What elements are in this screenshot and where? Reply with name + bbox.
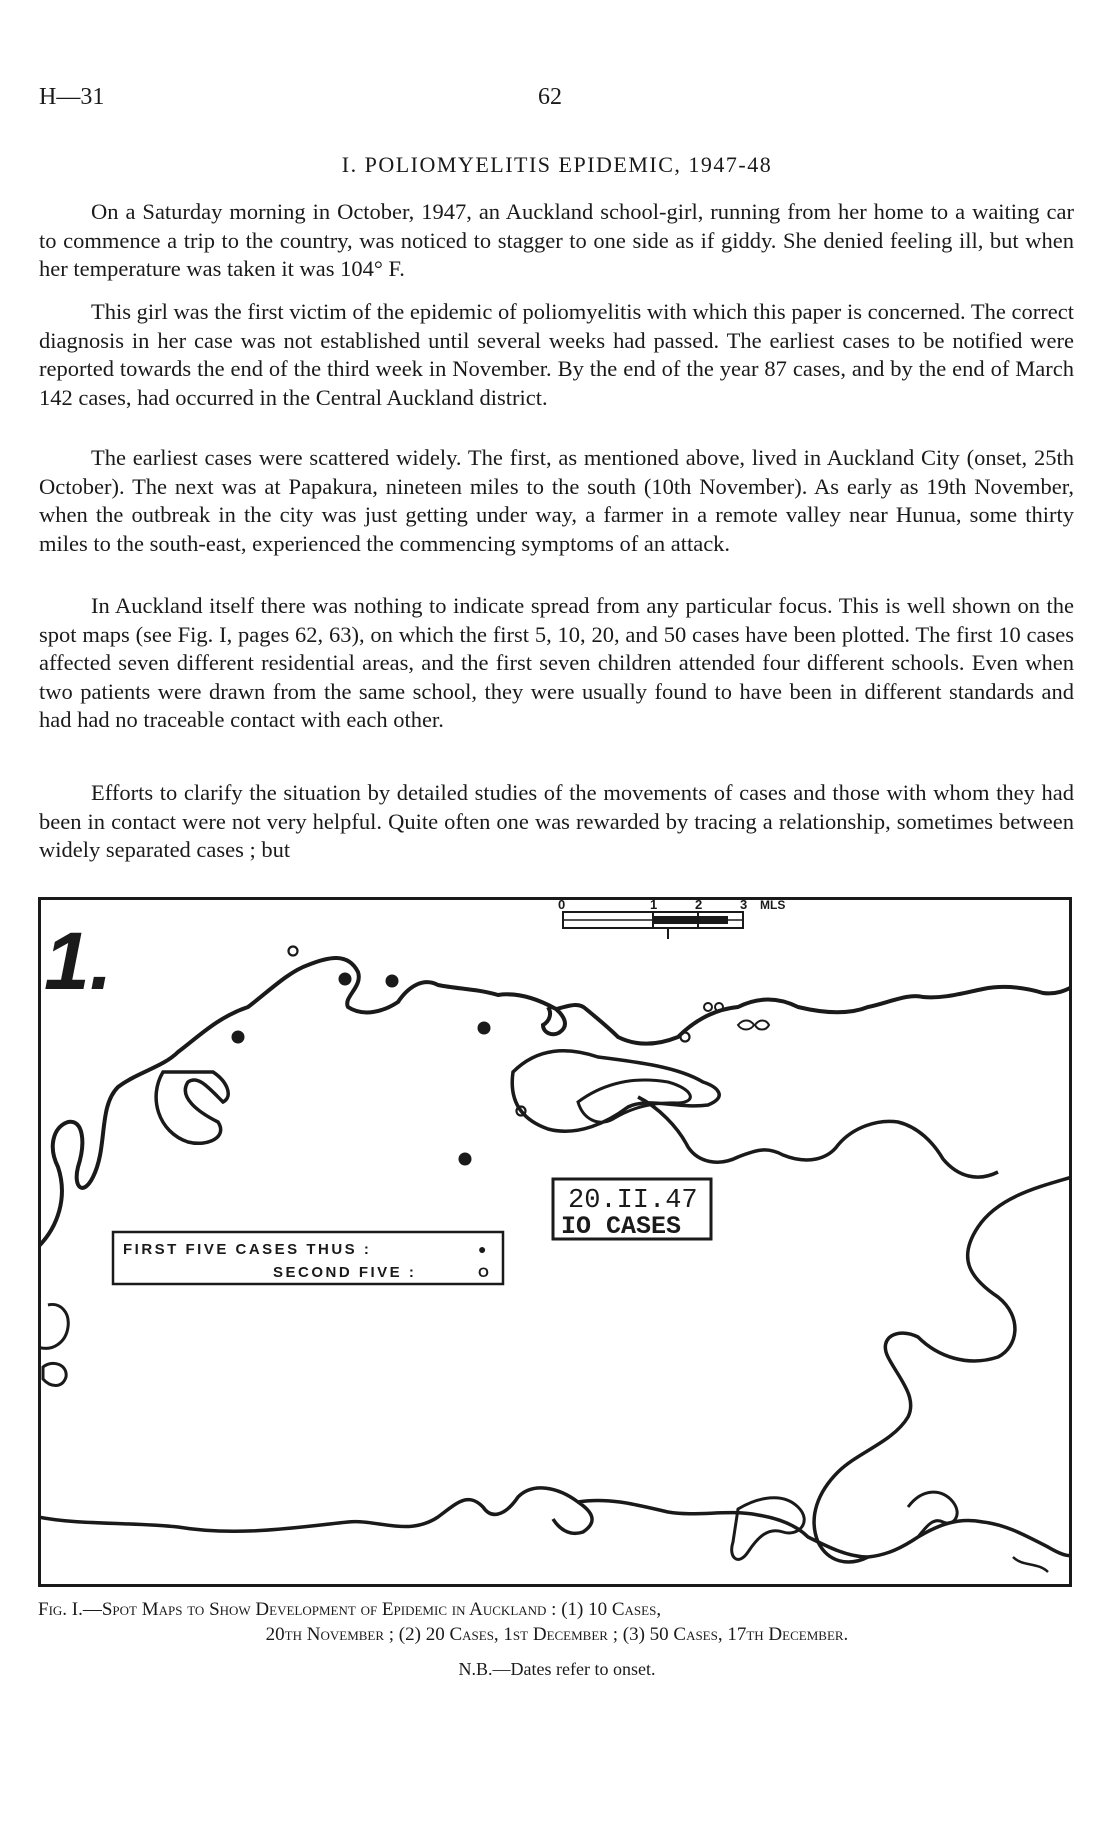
map-legend <box>113 1232 503 1284</box>
scale-label-1: 1 <box>650 897 658 912</box>
date-box <box>553 1179 711 1241</box>
case-marker-first <box>339 973 352 986</box>
paragraph-5: Efforts to clarify the situation by detailed studies of the movements of cases and those with whom they had been in contact were not very helpful. Quite often one was rewarded by tracing a relationship, sometimes between widely separated cases ; but <box>39 780 1074 863</box>
figure-caption-line-2: 20th November ; (2) 20 Cases, 1st December ; (3) 50 Cases, 17th December. <box>265 1624 849 1645</box>
map-number: 1. <box>44 916 113 1007</box>
legend-line-1: FIRST FIVE CASES THUS : <box>123 1241 372 1258</box>
eastern-channel <box>578 1080 690 1122</box>
scale-label-3: 3 <box>740 897 748 912</box>
case-marker-first <box>478 1022 491 1035</box>
west-small-island <box>43 1363 66 1385</box>
case-marker-second <box>289 947 298 956</box>
southeast-creek <box>1013 1557 1048 1572</box>
legend-line-2: SECOND FIVE : <box>273 1264 417 1281</box>
scale-unit: MLS <box>760 898 786 912</box>
paragraph-2: This girl was the first victim of the epidemic of poliomyelitis with which this paper is concerned. The correct diagnosis in her case was not established until several weeks had passed. The earliest cases to be notified were reported towards the end of the third week in November. By the end of the year 87 cases, and by the end of March 142 cases, had occurred in the Central Auckland district. <box>39 299 1074 410</box>
section-title: I. POLIOMYELITIS EPIDEMIC, 1947-48 <box>341 152 773 177</box>
page-number: 62 <box>538 84 562 110</box>
spot-map <box>38 897 1072 1587</box>
case-marker-second <box>704 1003 712 1011</box>
legend-filled-symbol: ● <box>478 1241 487 1257</box>
scale-bar <box>558 897 785 939</box>
small-island-ne-2 <box>755 1021 769 1030</box>
scale-label-0: 0 <box>558 897 566 912</box>
figure-note: N.B.—Dates refer to onset. <box>458 1659 656 1679</box>
case-marker-first <box>232 1031 245 1044</box>
case-marker-first <box>459 1153 472 1166</box>
figure-caption-line-1: Fig. I.—Spot Maps to Show Development of Epidemic in Auckland : (1) 10 Cases, <box>38 1599 662 1620</box>
paragraph-3: The earliest cases were scattered widely. The first, as mentioned above, lived in Auckland City (onset, 25th October). The next was at Papakura, nineteen miles to the south (10th November). As early as 19th November, when the outbreak in the city was just getting under way, a farmer in a remote valley near Hunua, some thirty miles to the south-east, experienced the commencing symptoms of an attack. <box>39 445 1074 556</box>
south-estuary <box>732 1498 805 1560</box>
document-reference: H—31 <box>39 84 105 110</box>
scale-label-2: 2 <box>695 897 703 912</box>
west-mid-coastline <box>38 1304 68 1348</box>
east-coastline <box>814 1177 1072 1562</box>
spot-map-figure <box>38 897 1072 1587</box>
map-cases-label: IO CASES <box>561 1212 682 1241</box>
case-marker-second <box>681 1033 690 1042</box>
map-date-label: 20.II.47 <box>568 1186 698 1216</box>
case-marker-first <box>386 975 399 988</box>
eastern-headland <box>638 1097 998 1177</box>
paragraph-4: In Auckland itself there was nothing to indicate spread from any particular focus. This is well shown on the spot maps (see Fig. I, pages 62, 63), on which the first 5, 10, 20, and 50 cases have been plotted. The first 10 cases affected seven different residential areas, and the first seven children attended four different schools. Even when two patients were drawn from the same school, they were usually found to have been in different standards and had had no traceable contact with each other. <box>39 593 1074 733</box>
small-island-ne <box>738 1021 754 1030</box>
western-inlet <box>156 1072 228 1143</box>
paragraph-1: On a Saturday morning in October, 1947, an Auckland school-girl, running from her home to a waiting car to commence a trip to the country, was noticed to stagger to one side as if giddy. She denied feeling ill, but when her temperature was taken it was 104° F. <box>39 199 1074 282</box>
legend-open-symbol: O <box>478 1264 489 1280</box>
